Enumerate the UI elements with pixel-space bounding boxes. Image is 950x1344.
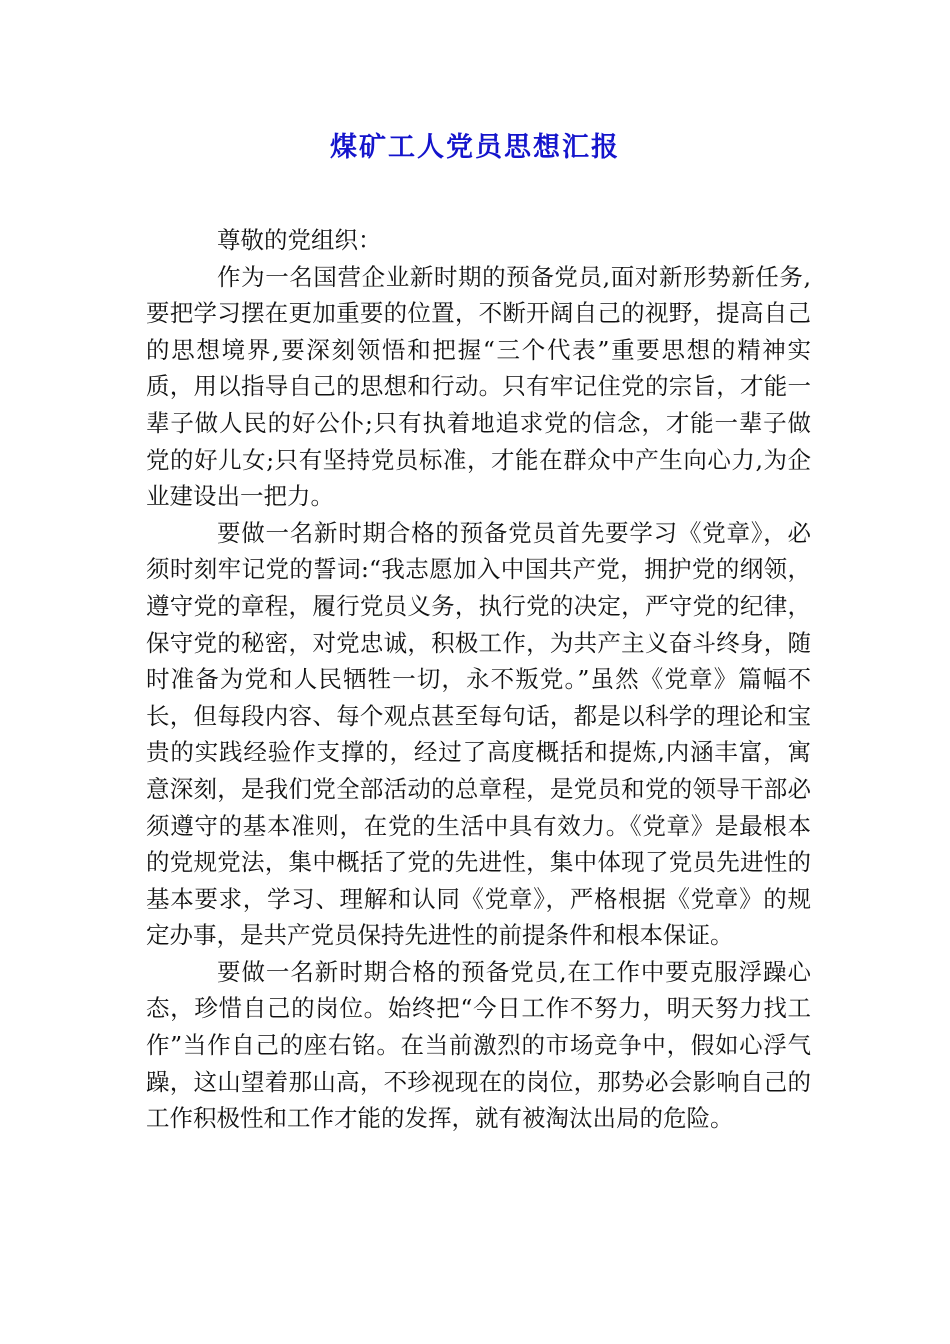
document-body [146, 222, 811, 1137]
document-title: 煤矿工人党员思想汇报 [330, 132, 620, 163]
paragraph-2: 要做一名新时期合格的预备党员首先要学习《党章》，必须时刻牢记党的誓词:“我志愿加入中国共产党，拥护党的纲领，遵守党的章程，履行党员义务，执行党的决定，严守党的纪律，保守党的秘密，对党忠诚，积极工作，为共产主义奋斗终身，随时准备为党和人民牺牲一切，永不叛党。”虽然《党章》篇幅不长，但每段内容、每个观点甚至每句话，都是以科学的理论和宝贵的实践经验作支撑的，经过了高度概括和提炼,内涵丰富，寓意深刻，是我们党全部活动的总章程，是党员和党的领导干部必须遵守的基本准则，在党的生活中具有效力。《党章》是最根本的党规党法，集中概括了党的先进性，集中体现了党员先进性的基本要求，学习、理解和认同《党章》，严格根据《党章》的规定办事，是共产党员保持先进性的前提条件和根本保证。 [146, 518, 811, 950]
paragraph-3: 要做一名新时期合格的预备党员,在工作中要克服浮躁心态，珍惜自己的岗位。始终把“今日工作不努力，明天努力找工作”当作自己的座右铭。在当前激烈的市场竞争中，假如心浮气躁，这山望着那山高，不珍视现在的岗位，那势必会影响自己的工作积极性和工作才能的发挥，就有被淘汰出局的危险。 [146, 957, 811, 1133]
paragraph-1: 作为一名国营企业新时期的预备党员,面对新形势新任务,要把学习摆在更加重要的位置，不断开阔自己的视野，提高自己的思想境界,要深刻领悟和把握“三个代表”重要思想的精神实质，用以指导自己的思想和行动。只有牢记住党的宗旨，才能一辈子做人民的好公仆;只有执着地追求党的信念，才能一辈子做党的好儿女;只有坚持党员标准，才能在群众中产生向心力,为企业建设出一把力。 [146, 262, 811, 511]
salutation: 尊敬的党组织： [217, 226, 382, 254]
